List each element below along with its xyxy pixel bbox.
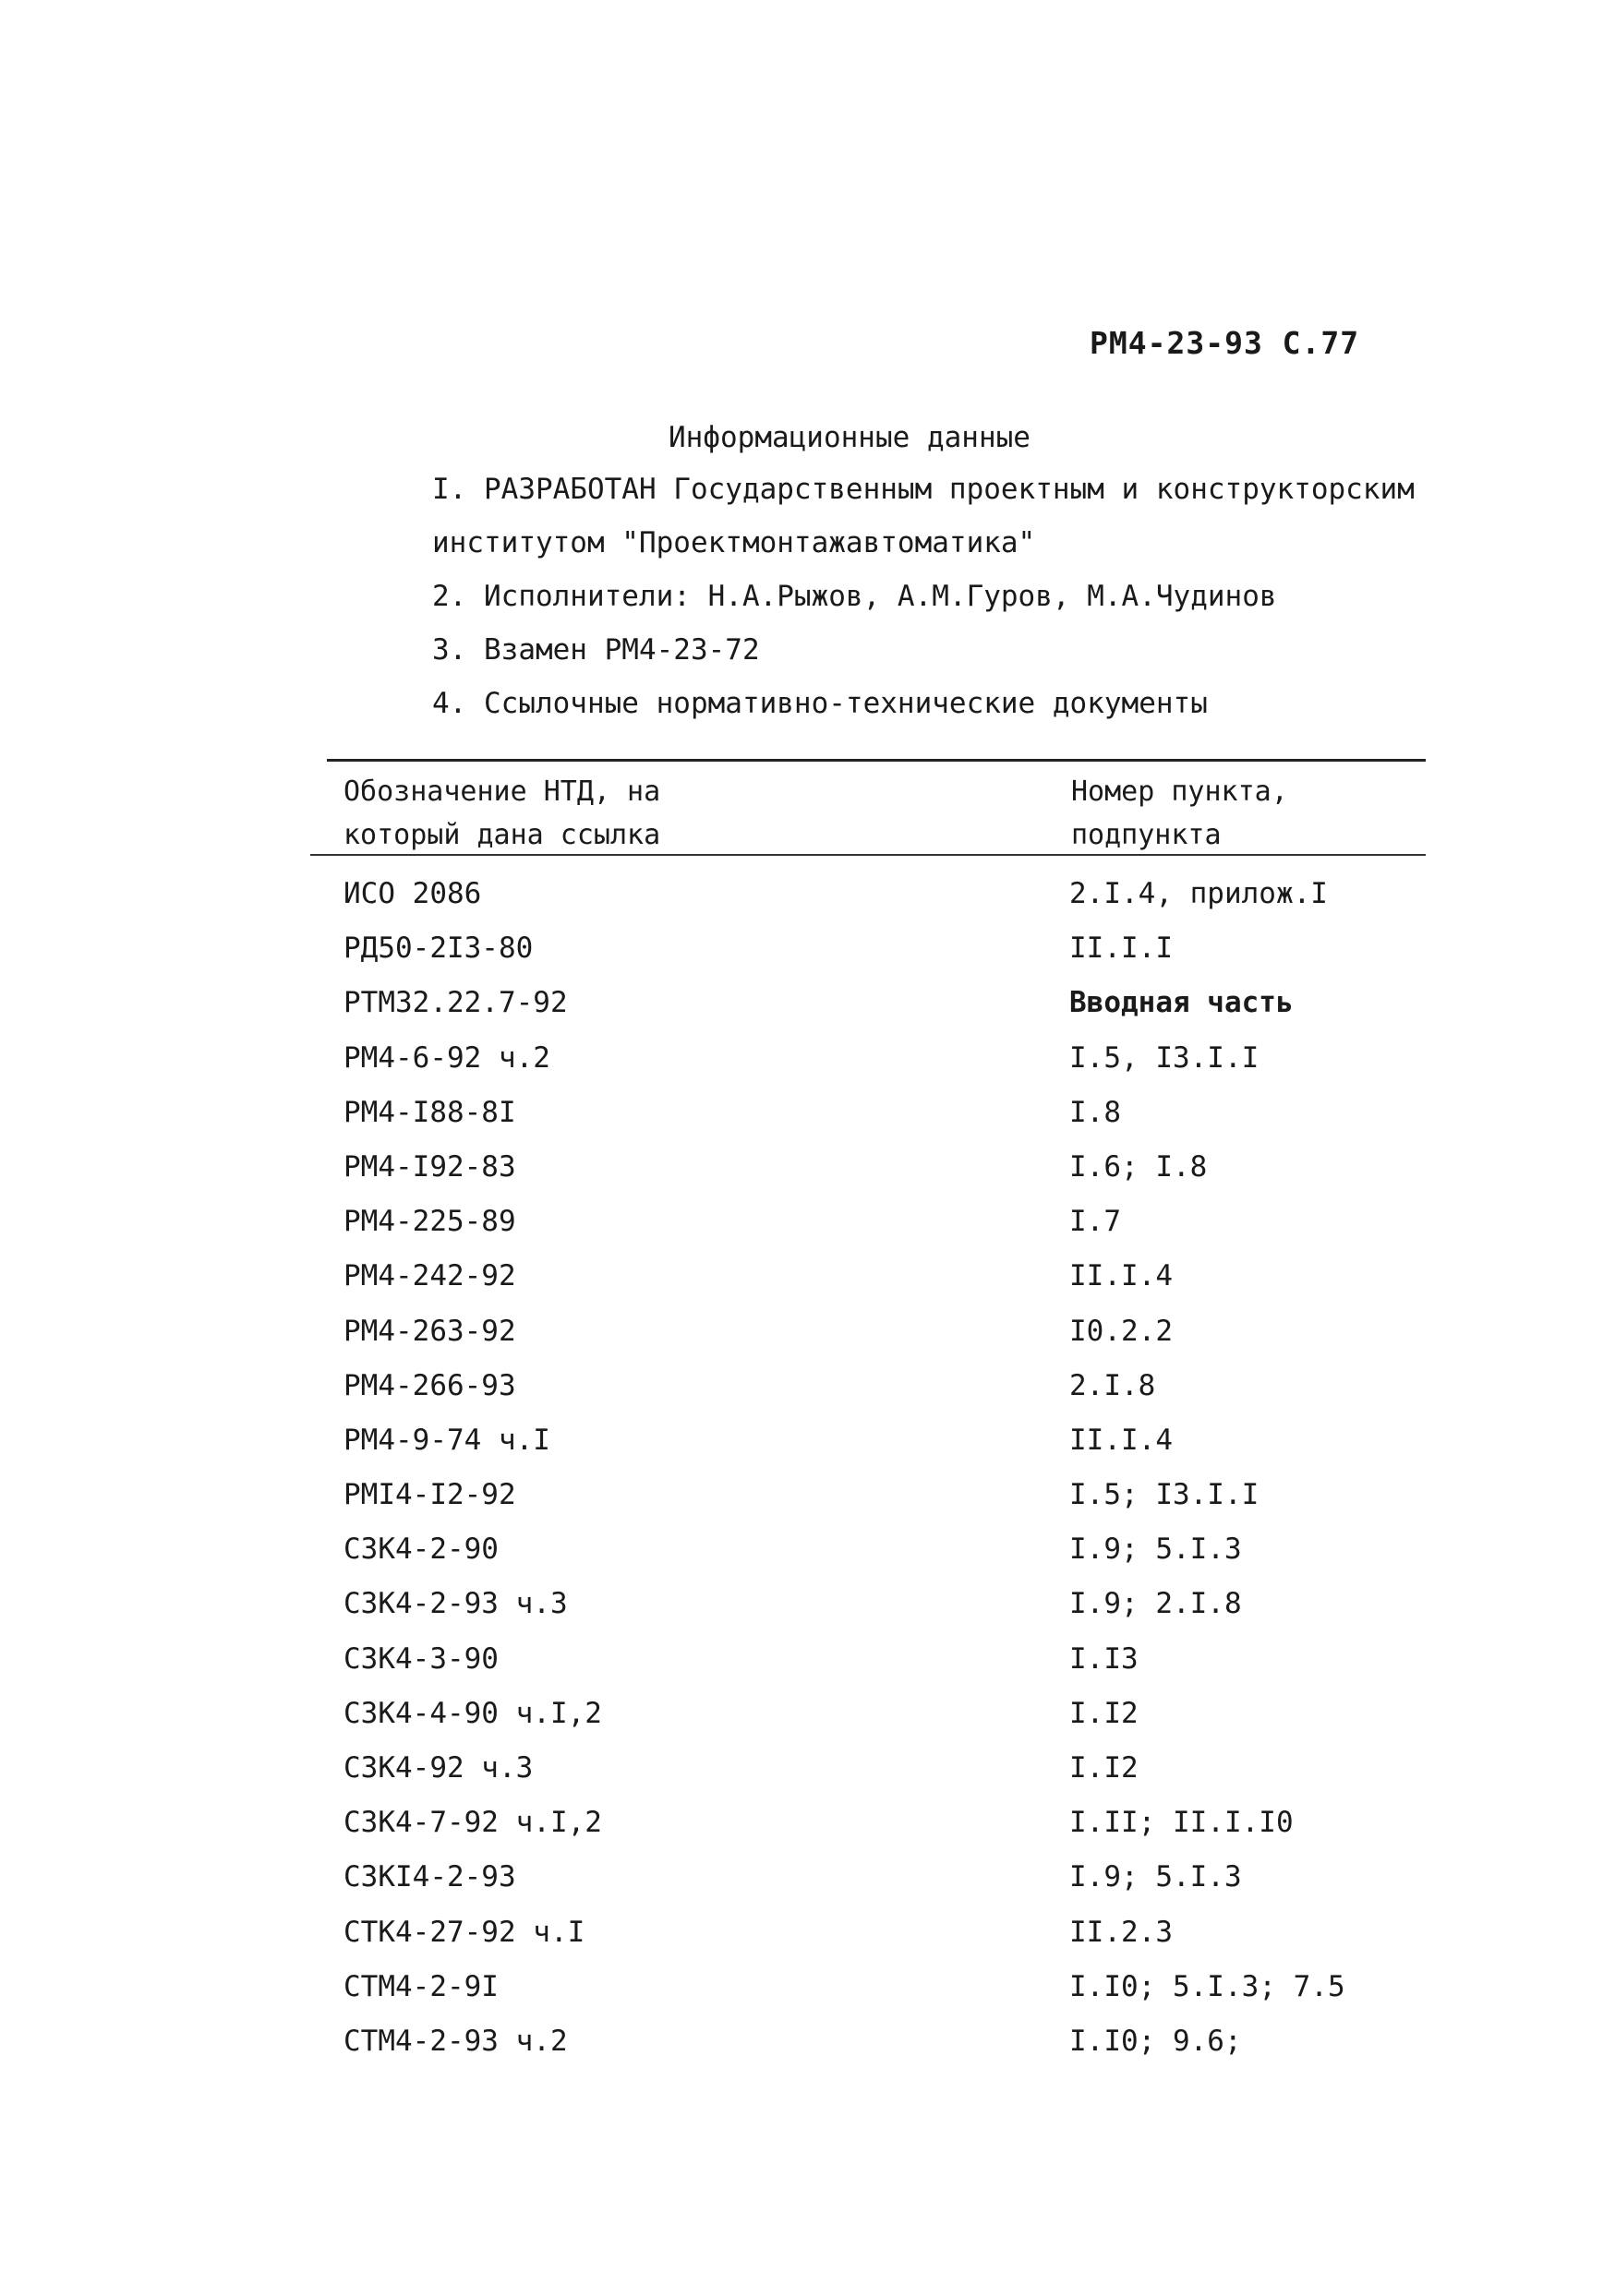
- table-row: [0, 932, 1603, 986]
- table-row: [0, 986, 1603, 1040]
- table-row: [0, 2025, 1603, 2079]
- document-cell: РМ4-263-92: [344, 1314, 516, 1348]
- item-4-references: 4. Ссылочные нормативно-технические документы: [432, 687, 1208, 720]
- item-2-executors: 2. Исполнители: Н.А.Рыжов, А.М.Гуров, М.А.Чудинов: [432, 580, 1277, 613]
- clause-cell: I.8: [1069, 1095, 1121, 1129]
- table-row: [0, 1642, 1603, 1697]
- clause-cell: I.9; 5.I.3: [1069, 1533, 1242, 1567]
- table-row: [0, 1369, 1603, 1424]
- document-cell: РМ4-9-74 ч.I: [344, 1423, 550, 1457]
- clause-cell: I.I0; 5.I.3; 7.5: [1069, 1969, 1345, 2003]
- table-row: [0, 1150, 1603, 1205]
- document-cell: СЗК4-3-90: [344, 1641, 499, 1676]
- document-cell: СТМ4-2-93 ч.2: [344, 2024, 568, 2058]
- clause-cell: 2.I.4, прилож.I: [1069, 877, 1328, 910]
- table-row: [0, 1587, 1603, 1641]
- document-cell: ИСО 2086: [344, 877, 482, 910]
- clause-cell: I.5, I3.I.I: [1069, 1040, 1260, 1075]
- document-cell: РМ4-I92-83: [344, 1149, 516, 1184]
- column-header-clause-line1: Номер пункта,: [1071, 775, 1288, 808]
- document-cell: РМ4-I88-8I: [344, 1095, 516, 1129]
- table-row: [0, 1205, 1603, 1259]
- clause-cell: I.6; I.8: [1069, 1149, 1208, 1184]
- clause-cell: II.I.I: [1069, 932, 1173, 966]
- table-row: [0, 1860, 1603, 1915]
- clause-cell: 2.I.8: [1069, 1368, 1156, 1402]
- table-top-rule: [327, 759, 1426, 762]
- table-row: [0, 1041, 1603, 1096]
- clause-cell: I.I2: [1069, 1751, 1139, 1785]
- table-row: [0, 1424, 1603, 1478]
- clause-cell: II.I.4: [1069, 1259, 1173, 1293]
- document-cell: СЗКI4-2-93: [344, 1860, 516, 1894]
- table-row: [0, 1970, 1603, 2025]
- table-row: [0, 1315, 1603, 1369]
- table-row: [0, 1751, 1603, 1806]
- document-cell: СЗК4-7-92 ч.I,2: [344, 1806, 602, 1840]
- table-header-rule: [310, 854, 1426, 856]
- clause-cell: Вводная часть: [1069, 986, 1294, 1020]
- document-cell: СТМ4-2-9I: [344, 1969, 499, 2003]
- document-cell: СТК4-27-92 ч.I: [344, 1915, 585, 1949]
- document-cell: СЗК4-2-93 ч.3: [344, 1587, 568, 1621]
- document-cell: СЗК4-92 ч.3: [344, 1751, 534, 1785]
- clause-cell: I.I2: [1069, 1696, 1139, 1730]
- table-row: [0, 1533, 1603, 1587]
- table-row: [0, 1806, 1603, 1860]
- item-3-replaces: 3. Взамен РМ4-23-72: [432, 633, 760, 667]
- column-header-document-line2: который дана ссылка: [344, 819, 661, 851]
- clause-cell: I.I3: [1069, 1641, 1139, 1676]
- document-cell: СЗК4-2-90: [344, 1533, 499, 1567]
- clause-cell: II.2.3: [1069, 1915, 1173, 1949]
- page-header-code: РМ4-23-93 С.77: [1090, 325, 1360, 361]
- document-cell: СЗК4-4-90 ч.I,2: [344, 1696, 602, 1730]
- info-title: Информационные данные: [669, 421, 1030, 454]
- clause-cell: I.5; I3.I.I: [1069, 1478, 1260, 1512]
- document-cell: РМI4-I2-92: [344, 1478, 516, 1512]
- clause-cell: I0.2.2: [1069, 1314, 1173, 1348]
- table-row: [0, 1096, 1603, 1150]
- column-header-document: [344, 770, 660, 857]
- document-cell: РМ4-242-92: [344, 1259, 516, 1293]
- clause-cell: I.9; 2.I.8: [1069, 1587, 1242, 1621]
- table-row: [0, 1697, 1603, 1751]
- table-row: [0, 1478, 1603, 1533]
- document-cell: РД50-2I3-80: [344, 932, 534, 966]
- clause-cell: I.7: [1069, 1205, 1121, 1239]
- clause-cell: I.II; II.I.I0: [1069, 1806, 1294, 1840]
- item-1-institute: институтом "Проектмонтажавтоматика": [432, 526, 1036, 559]
- document-cell: РТМ32.22.7-92: [344, 986, 568, 1020]
- table-row: [0, 1916, 1603, 1970]
- column-header-clause: [1071, 770, 1288, 857]
- table-row: [0, 1259, 1603, 1314]
- clause-cell: II.I.4: [1069, 1423, 1173, 1457]
- column-header-document-line1: Обозначение НТД, на: [344, 775, 661, 808]
- document-cell: РМ4-225-89: [344, 1205, 516, 1239]
- reference-table-body: [0, 877, 1603, 2079]
- document-cell: РМ4-266-93: [344, 1368, 516, 1402]
- column-header-clause-line2: подпункта: [1071, 819, 1222, 851]
- clause-cell: I.9; 5.I.3: [1069, 1860, 1242, 1894]
- item-1-developer: I. РАЗРАБОТАН Государственным проектным и конструкторским: [432, 473, 1415, 506]
- document-cell: РМ4-6-92 ч.2: [344, 1040, 550, 1075]
- table-row: [0, 877, 1603, 932]
- clause-cell: I.I0; 9.6;: [1069, 2024, 1242, 2058]
